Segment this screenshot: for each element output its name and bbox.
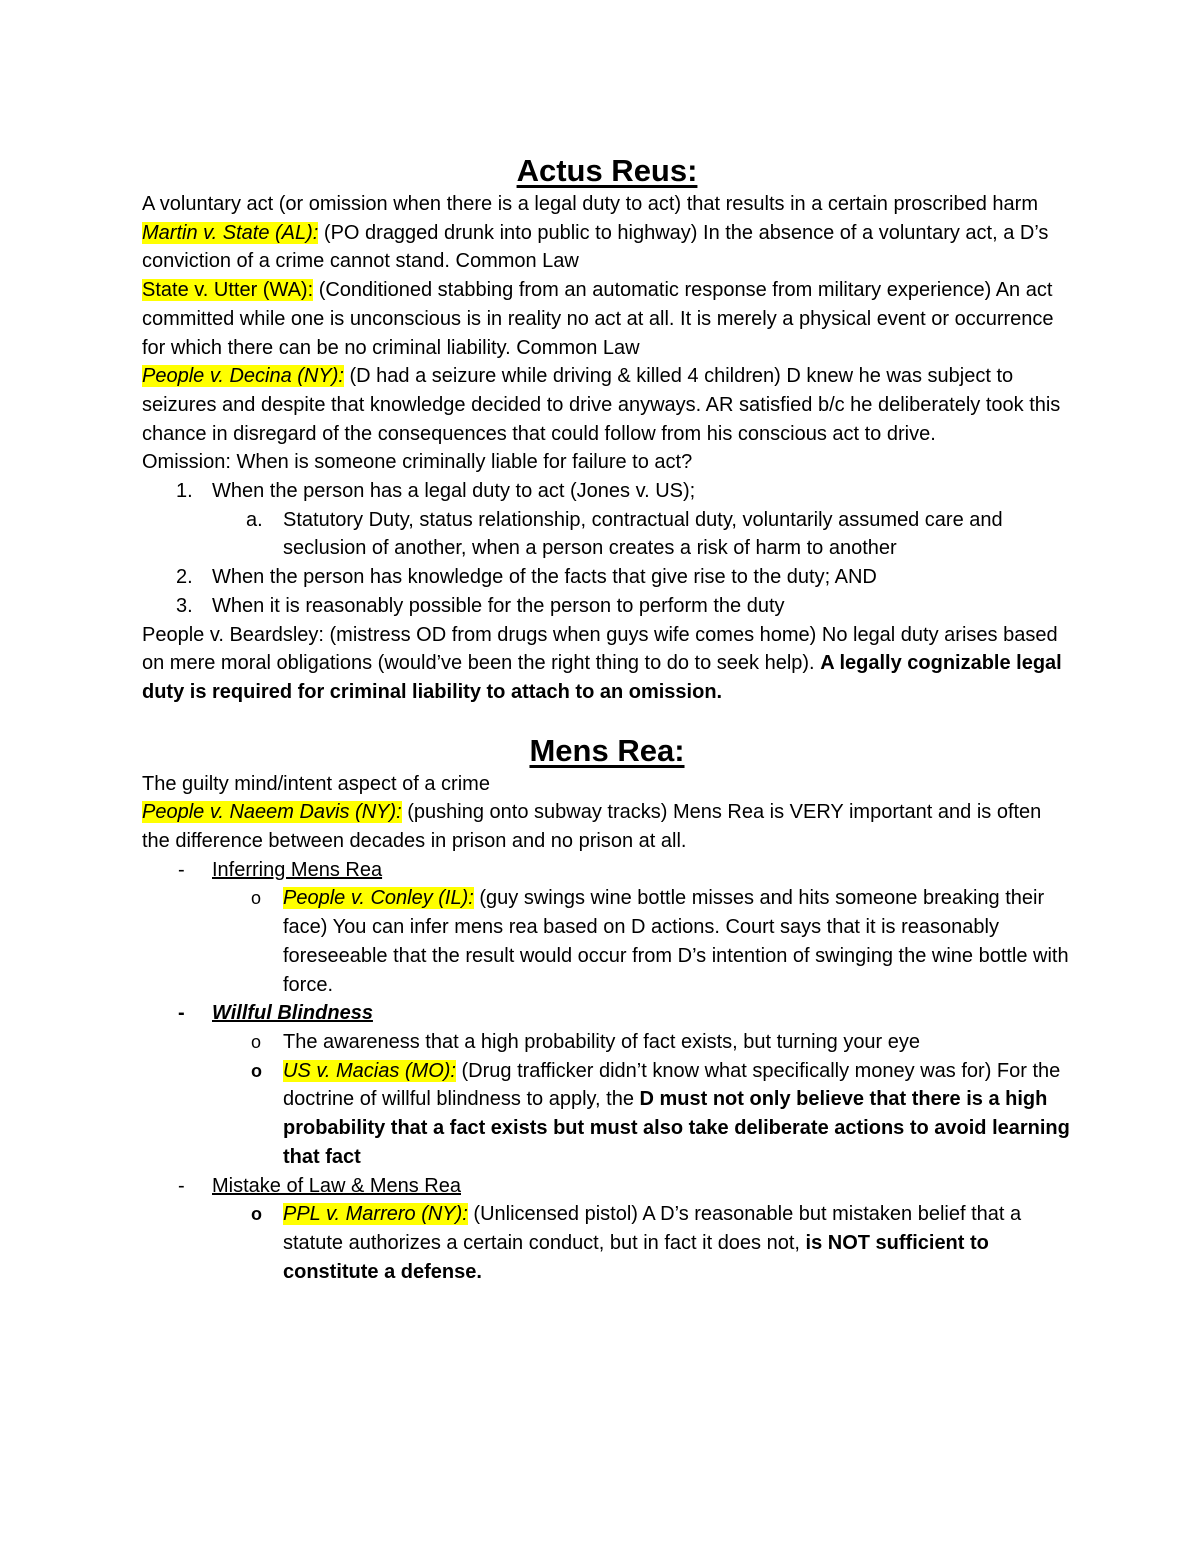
topic-willful	[142, 999, 1072, 1028]
list-marker: 2.	[176, 566, 193, 589]
topic-title-inferring: Inferring Mens Rea	[212, 858, 383, 881]
list-marker: 1.	[176, 480, 193, 503]
case-decina	[142, 362, 1072, 448]
list-marker: 3.	[176, 594, 193, 617]
willful-awareness	[142, 1028, 1072, 1057]
topic-title-mistake: Mistake of Law & Mens Rea	[212, 1174, 461, 1197]
case-text-macias: (Drug trafficker didn’t know what specifically money was for) For the doctrine of willful blindness to apply, the	[283, 1059, 1061, 1111]
omission-intro: Omission: When is someone criminally liable for failure to act?	[142, 451, 693, 474]
circle-bullet: o	[251, 1031, 262, 1052]
circle-bullet: o	[251, 1060, 262, 1081]
list-item-text: When the person has knowledge of the facts that give rise to the duty; AND	[212, 566, 877, 589]
case-name-decina: People v. Decina (NY):	[142, 365, 344, 388]
case-beardsley	[142, 621, 1072, 707]
case-macias	[142, 1057, 1072, 1172]
case-name-conley: People v. Conley (IL):	[283, 887, 474, 910]
case-davis	[142, 798, 1072, 855]
dash-bullet: -	[178, 1174, 185, 1197]
case-text-beardsley: People v. Beardsley: (mistress OD from drugs when guys wife comes home) No legal duty arises based on mere moral obligations (would’ve been the right thing to do to seek help).	[142, 623, 1058, 675]
omission-item-3	[142, 592, 1072, 621]
document-content	[142, 152, 1072, 1286]
omission-subitem-a	[142, 506, 1072, 563]
awareness-text: The awareness that a high probability of fact exists, but turning your eye	[283, 1030, 921, 1053]
case-text-davis: (pushing onto subway tracks) Mens Rea is VERY important and is often the difference between decades in prison and no prison at all.	[142, 801, 1042, 853]
circle-bullet: o	[251, 1204, 262, 1225]
case-text-utter: (Conditioned stabbing from an automatic response from military experience) An act committed while one is unconscious is in reality no act at all. It is merely a physical event or occurrence for which there can be no criminal liability. Common Law	[142, 279, 1054, 359]
list-marker: a.	[246, 508, 263, 531]
section-spacer	[142, 707, 1072, 732]
topic-inferring	[142, 856, 1072, 885]
case-text-decina: (D had a seizure while driving & killed 4 children) D knew he was subject to seizures and despite that knowledge decided to drive anyways. AR satisfied b/c he deliberately took this chance in disregard of the consequences that could follow from his conscious act to drive.	[142, 365, 1061, 445]
case-name-utter: State v. Utter (WA):	[142, 279, 314, 302]
dash-bullet: -	[178, 858, 185, 881]
topic-mistake	[142, 1172, 1072, 1201]
case-holding-macias: D must not only believe that there is a high probability that a fact exists but must also take deliberate actions to avoid learning that fact	[283, 1088, 1070, 1168]
list-item-text: When the person has a legal duty to act (Jones v. US);	[212, 480, 696, 503]
mens-rea-definition: The guilty mind/intent aspect of a crime	[142, 772, 490, 795]
case-holding-marrero: is NOT sufficient to constitute a defense.	[283, 1231, 989, 1283]
case-name-marrero: PPL v. Marrero (NY):	[283, 1203, 468, 1226]
case-marrero	[142, 1200, 1072, 1286]
case-text-martin: (PO dragged drunk into public to highway) In the absence of a voluntary act, a D’s conviction of a crime cannot stand. Common Law	[142, 221, 1049, 273]
dash-bullet: -	[178, 1002, 185, 1025]
mens-rea-heading: Mens Rea:	[529, 732, 685, 768]
omission-item-1	[142, 477, 1072, 506]
case-conley	[142, 884, 1072, 999]
case-holding-beardsley: A legally cognizable legal duty is required for criminal liability to attach to an omission.	[142, 652, 1062, 703]
omission-item-2	[142, 563, 1072, 592]
actus-reus-heading: Actus Reus:	[516, 153, 698, 188]
case-text-conley: (guy swings wine bottle misses and hits someone breaking their face) You can infer mens rea based on D actions. Court says that it is reasonably foreseeable that the result would occur from D’s intention of swinging the wine bottle with force.	[283, 887, 1069, 996]
topic-title-willful: Willful Blindness	[212, 1002, 373, 1025]
list-item-text: When it is reasonably possible for the person to perform the duty	[212, 594, 785, 617]
case-text-marrero: (Unlicensed pistol) A D’s reasonable but mistaken belief that a statute authorizes a certain conduct, but in fact it does not,	[283, 1203, 1022, 1254]
case-martin	[142, 219, 1072, 276]
case-name-martin: Martin v. State (AL):	[142, 221, 319, 244]
case-name-davis: People v. Naeem Davis (NY):	[142, 801, 402, 824]
case-utter	[142, 276, 1072, 362]
case-name-macias: US v. Macias (MO):	[283, 1059, 456, 1082]
circle-bullet: o	[251, 888, 262, 909]
list-item-text: Statutory Duty, status relationship, contractual duty, voluntarily assumed care and seclusion of another, when a person creates a risk of harm to another	[283, 508, 1003, 560]
actus-reus-definition: A voluntary act (or omission when there is a legal duty to act) that results in a certain proscribed harm	[142, 193, 1038, 215]
